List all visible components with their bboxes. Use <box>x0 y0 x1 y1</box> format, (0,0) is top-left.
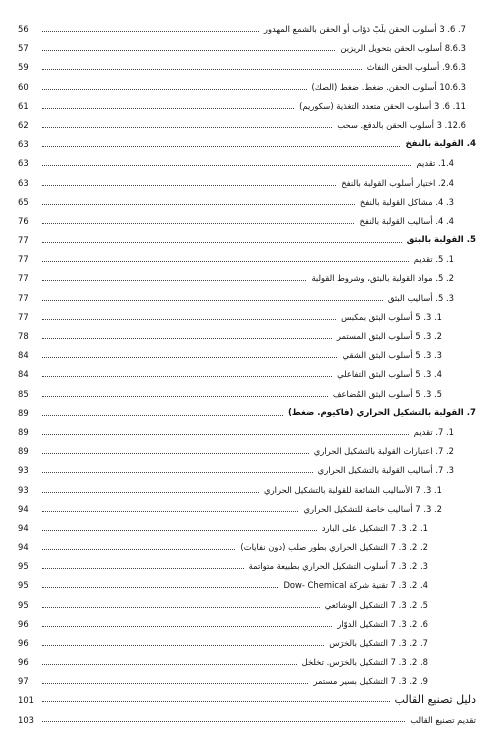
toc-section-number: 6. 2. 3. 7 <box>390 618 428 629</box>
toc-page-number: 89 <box>18 446 29 457</box>
toc-entry-title <box>261 20 466 39</box>
toc-entry-title <box>334 365 442 384</box>
toc-section-number: 11. 6. 3 <box>433 100 466 111</box>
toc-entry-title <box>392 690 476 710</box>
toc-entry-title <box>246 557 428 576</box>
dot-leader <box>42 223 354 224</box>
toc-title-text: تقديم <box>413 426 433 437</box>
toc-section-number: 2. 3. 5 <box>415 331 442 341</box>
toc-title-text: أسلوب البثق المُضاعف <box>332 388 413 399</box>
toc-entry-title <box>326 634 428 653</box>
toc-title-text: أساليب القولبة بالتشكيل الحراري <box>317 465 433 476</box>
toc-entry-title <box>299 653 428 672</box>
toc-title-text: اختيار أسلوب القولبة بالنفخ <box>341 177 436 188</box>
dot-leader <box>42 472 313 473</box>
toc-title-text: القولبة بالنفخ <box>405 139 464 150</box>
dot-leader <box>42 721 405 722</box>
toc-entry <box>18 116 476 135</box>
toc-entry <box>18 634 476 653</box>
toc-title-text: الأساليب الشائعة للقولبة بالتشكيل الحراري <box>264 484 413 495</box>
toc-section-number: 8.6.3 <box>444 43 466 54</box>
dot-leader <box>42 319 336 320</box>
toc-section-number: 1. 2. 3. 7 <box>390 522 428 533</box>
toc-title-text: التشكيل بالخرَس <box>329 638 388 648</box>
toc-entry-title <box>315 461 454 480</box>
toc-entry-title <box>364 58 466 77</box>
toc-section-number: 1. 5. <box>435 254 454 265</box>
dot-leader <box>42 300 383 301</box>
toc-title-text: أسلوب الحقن بلَبْ ذؤاب أو الحقن بالشمع المهدور <box>263 24 437 34</box>
toc-entry <box>18 653 476 672</box>
toc-entry <box>18 58 476 77</box>
toc-entry-title <box>338 308 442 327</box>
toc-page-number: 63 <box>18 139 29 150</box>
toc-section-number: 3. 7. <box>435 465 454 476</box>
toc-entry-title <box>330 385 442 404</box>
toc-section-number: 12.6. 3 <box>436 119 466 130</box>
dot-leader <box>42 261 409 262</box>
toc-title-text: أسلوب الحقن. ضغط. ضغط (الصك) <box>311 81 437 92</box>
appendix-section <box>18 690 476 730</box>
dot-leader <box>42 530 317 531</box>
toc-section-number: 1.4. <box>438 158 454 169</box>
toc-entry <box>18 385 476 404</box>
toc-entry-title <box>311 442 454 461</box>
toc-section-number: 10.6.3 <box>439 81 466 92</box>
dot-leader <box>42 434 409 435</box>
toc-page-number: 57 <box>18 43 29 54</box>
toc-entry <box>18 289 476 308</box>
toc-section-number: 3. 5. <box>435 292 454 303</box>
toc-section-number: 3. 4. <box>435 196 454 207</box>
toc-section-number: 7. <box>466 407 476 418</box>
dot-leader <box>42 69 362 70</box>
toc-entry <box>18 308 476 327</box>
toc-title-text: القولبة بالبثق <box>406 235 464 246</box>
toc-entry-title <box>411 423 454 442</box>
toc-page-number: 103 <box>18 715 34 725</box>
dot-leader <box>42 396 328 397</box>
toc-entry <box>18 231 476 250</box>
toc-title-text: التشكيل على البارد <box>321 522 388 533</box>
toc-page-number: 94 <box>18 542 29 553</box>
toc-page-number: 56 <box>18 24 29 34</box>
toc-section-number: 7. 2. 3. 7 <box>390 638 428 648</box>
dot-leader <box>42 492 259 493</box>
toc-page-number: 77 <box>18 273 29 284</box>
toc-title-text: أسلوب الحقن متعدد التغذية (سكوريم) <box>299 100 432 111</box>
toc-entry-title <box>357 212 455 231</box>
toc-section-number: 2. 2. 3. 7 <box>390 542 428 553</box>
toc-entry <box>18 423 476 442</box>
toc-entry <box>18 174 476 193</box>
toc-title-text: التشكيل الحراري بطور صلب (دون نفايات) <box>240 542 388 553</box>
toc-page-number: 101 <box>18 695 34 705</box>
dot-leader <box>42 165 411 166</box>
toc-entry <box>18 519 476 538</box>
toc-section-number: 1. 7. <box>435 426 454 437</box>
dot-leader <box>42 549 235 550</box>
toc-entry-title <box>322 596 428 615</box>
toc-page-number: 78 <box>18 331 29 341</box>
toc-title-text: تقديم <box>416 158 436 169</box>
toc-entry-title <box>309 78 466 97</box>
toc-section-number: 9. 2. 3. 7 <box>390 676 428 687</box>
toc-entry <box>18 404 476 423</box>
toc-section-number: 4. 4. <box>435 215 454 226</box>
toc-entry <box>18 596 476 615</box>
toc-section-number: 4. <box>466 139 476 150</box>
toc-title-text: أسلوب الحقن بتحويل الريزين <box>340 43 443 54</box>
toc-page-number: 77 <box>18 311 29 322</box>
toc-page-number: 63 <box>18 177 29 188</box>
toc-entry <box>18 576 476 595</box>
dot-leader <box>42 626 332 627</box>
toc-page-number: 89 <box>18 407 29 418</box>
toc-entry <box>18 538 476 557</box>
toc-section-number: 2.4. <box>438 177 454 188</box>
toc-title-text: القولبة بالتشكيل الحراري (فاكيوم. ضغط) <box>287 407 464 418</box>
toc-entry-title <box>261 481 442 500</box>
toc-page-number: 95 <box>18 599 29 610</box>
toc-entry <box>18 78 476 97</box>
toc-page-number: 77 <box>18 254 29 265</box>
dot-leader <box>42 50 335 51</box>
toc-entry <box>18 710 476 730</box>
toc-entry <box>18 250 476 269</box>
toc-entry <box>18 461 476 480</box>
toc-entry <box>18 557 476 576</box>
toc-section-number: 5. 3. 5 <box>415 388 442 399</box>
toc-title-text: أسلوب البثق التفاعلي <box>337 369 413 380</box>
toc-entry-title <box>237 538 428 557</box>
toc-page-number: 94 <box>18 522 29 533</box>
toc-title-text: مشاكل القولبة بالنفخ <box>359 196 433 207</box>
dot-leader <box>42 645 324 646</box>
toc-section-number: 1. 3. 7 <box>415 484 442 495</box>
dot-leader <box>42 338 332 339</box>
toc-entry-title <box>308 269 454 288</box>
toc-section-number: 4. 3. 5 <box>415 369 442 380</box>
toc-entry-title <box>285 404 476 423</box>
dot-leader <box>42 607 320 608</box>
dot-leader <box>42 185 336 186</box>
toc-title-text: مواد القولبة بالبثق، وشروط القولبة <box>311 273 433 284</box>
toc-entry <box>18 327 476 346</box>
toc-entry-title <box>280 576 428 595</box>
toc-section-number: 1. 3. 5 <box>415 311 442 322</box>
toc-entry-title <box>404 231 476 250</box>
toc-title-text: التشكيل بالخرَس. تخلخل <box>301 657 388 668</box>
toc-entry-title <box>340 346 443 365</box>
toc-title-text: التشكيل الوشائعي <box>324 599 388 610</box>
toc-page-number: 96 <box>18 657 29 668</box>
toc-title-text: تقديم تصنيع القالب <box>410 715 476 725</box>
dot-leader <box>42 89 307 90</box>
toc-title-text: دليل تصنيع القالب <box>394 693 476 706</box>
toc-entry <box>18 346 476 365</box>
toc-title-text: تقديم <box>413 254 433 265</box>
table-of-contents <box>18 20 476 692</box>
toc-section-number: 5. 2. 3. 7 <box>390 599 428 610</box>
toc-entry-title <box>319 519 428 538</box>
dot-leader <box>42 587 278 588</box>
toc-page-number: 93 <box>18 465 29 476</box>
toc-entry-title <box>300 500 442 519</box>
toc-page-number: 76 <box>18 215 29 226</box>
toc-page-number: 61 <box>18 100 29 111</box>
dot-leader <box>42 242 402 243</box>
toc-title-text: اعتبارات القولبة بالتشكيل الحراري <box>313 446 433 457</box>
toc-title-text: التشكيل بسير مستمر <box>313 676 388 687</box>
toc-page-number: 96 <box>18 618 29 629</box>
toc-section-number: 2. 3. 7 <box>415 503 442 514</box>
toc-title-text: أساليب البثق <box>387 292 433 303</box>
toc-title-text: أسلوب البثق بمكبس <box>341 311 413 322</box>
toc-entry <box>18 481 476 500</box>
toc-entry <box>18 212 476 231</box>
dot-leader <box>42 31 259 32</box>
toc-section-number: 2. 7. <box>435 446 454 457</box>
toc-entry-title <box>411 250 454 269</box>
toc-entry <box>18 20 476 39</box>
toc-entry-title <box>334 327 442 346</box>
toc-section-number: 3. 2. 3. 7 <box>390 561 428 572</box>
toc-entry-title <box>385 289 454 308</box>
toc-entry <box>18 672 476 691</box>
toc-page-number: 97 <box>18 676 29 687</box>
toc-page-number: 63 <box>18 158 29 169</box>
toc-section-number: 5. <box>466 235 476 246</box>
toc-page-number: 77 <box>18 235 29 246</box>
toc-page-number: 84 <box>18 350 29 361</box>
toc-entry <box>18 442 476 461</box>
dot-leader <box>42 204 355 205</box>
toc-page-number: 93 <box>18 484 29 495</box>
toc-entry <box>18 39 476 58</box>
dot-leader <box>42 511 298 512</box>
toc-entry-title <box>296 97 466 116</box>
toc-entry <box>18 135 476 154</box>
toc-entry-title <box>402 135 476 154</box>
toc-page-number: 77 <box>18 292 29 303</box>
toc-entry-title <box>407 710 476 730</box>
dot-leader <box>42 683 308 684</box>
dot-leader <box>42 376 332 377</box>
toc-section-number: 3. 3. 5 <box>415 350 442 361</box>
toc-title-text: أسلوب البثق المستمر <box>336 331 413 341</box>
toc-title-text: أسلوب البثق الشقي <box>342 350 413 361</box>
toc-entry-title <box>338 174 454 193</box>
toc-section-number: 7. 6. 3 <box>439 24 466 34</box>
toc-title-text: أساليب خاصة للتشكيل الحراري <box>303 503 413 514</box>
toc-entry <box>18 365 476 384</box>
toc-section-number: 2. 5. <box>435 273 454 284</box>
toc-page-number: 89 <box>18 426 29 437</box>
toc-page-number: 60 <box>18 81 29 92</box>
dot-leader <box>42 108 294 109</box>
toc-title-text: أسلوب التشكيل الحراري بطبيعة متواتمة <box>248 561 388 572</box>
toc-entry <box>18 690 476 710</box>
toc-page-number: 59 <box>18 62 29 73</box>
toc-title-text: تقنية شركة Dow- Chemical <box>283 580 388 591</box>
toc-title-text: أساليب القولبة بالنفخ <box>359 215 433 226</box>
toc-page-number: 62 <box>18 119 29 130</box>
toc-entry <box>18 193 476 212</box>
toc-page-number: 95 <box>18 561 29 572</box>
toc-entry-title <box>337 39 466 58</box>
dot-leader <box>42 280 306 281</box>
toc-page-number: 84 <box>18 369 29 380</box>
dot-leader <box>42 664 297 665</box>
toc-entry-title <box>310 672 428 691</box>
toc-section-number: 9.6.3. <box>442 62 466 73</box>
dot-leader <box>42 415 283 416</box>
toc-title-text: التشكيل الدوّار <box>337 618 388 629</box>
toc-page-number: 95 <box>18 580 29 591</box>
toc-title-text: أسلوب الحقن بالدفع. سحب <box>337 119 434 130</box>
toc-title-text: أسلوب الحقن النفاث <box>366 62 440 73</box>
toc-entry <box>18 269 476 288</box>
toc-page-number: 65 <box>18 196 29 207</box>
dot-leader <box>42 127 332 128</box>
toc-section-number: 8. 2. 3. 7 <box>390 657 428 668</box>
toc-page-number: 85 <box>18 388 29 399</box>
toc-entry-title <box>334 116 466 135</box>
toc-entry-title <box>357 193 454 212</box>
toc-entry <box>18 615 476 634</box>
dot-leader <box>42 357 337 358</box>
toc-entry <box>18 97 476 116</box>
toc-entry-title <box>413 154 454 173</box>
toc-page-number: 96 <box>18 638 29 648</box>
dot-leader <box>42 568 244 569</box>
toc-page-number: 94 <box>18 503 29 514</box>
dot-leader <box>42 701 390 702</box>
dot-leader <box>42 453 309 454</box>
dot-leader <box>42 146 400 147</box>
toc-entry-title <box>334 615 428 634</box>
toc-section-number: 4. 2. 3. 7 <box>390 580 428 591</box>
toc-entry <box>18 500 476 519</box>
toc-entry <box>18 154 476 173</box>
